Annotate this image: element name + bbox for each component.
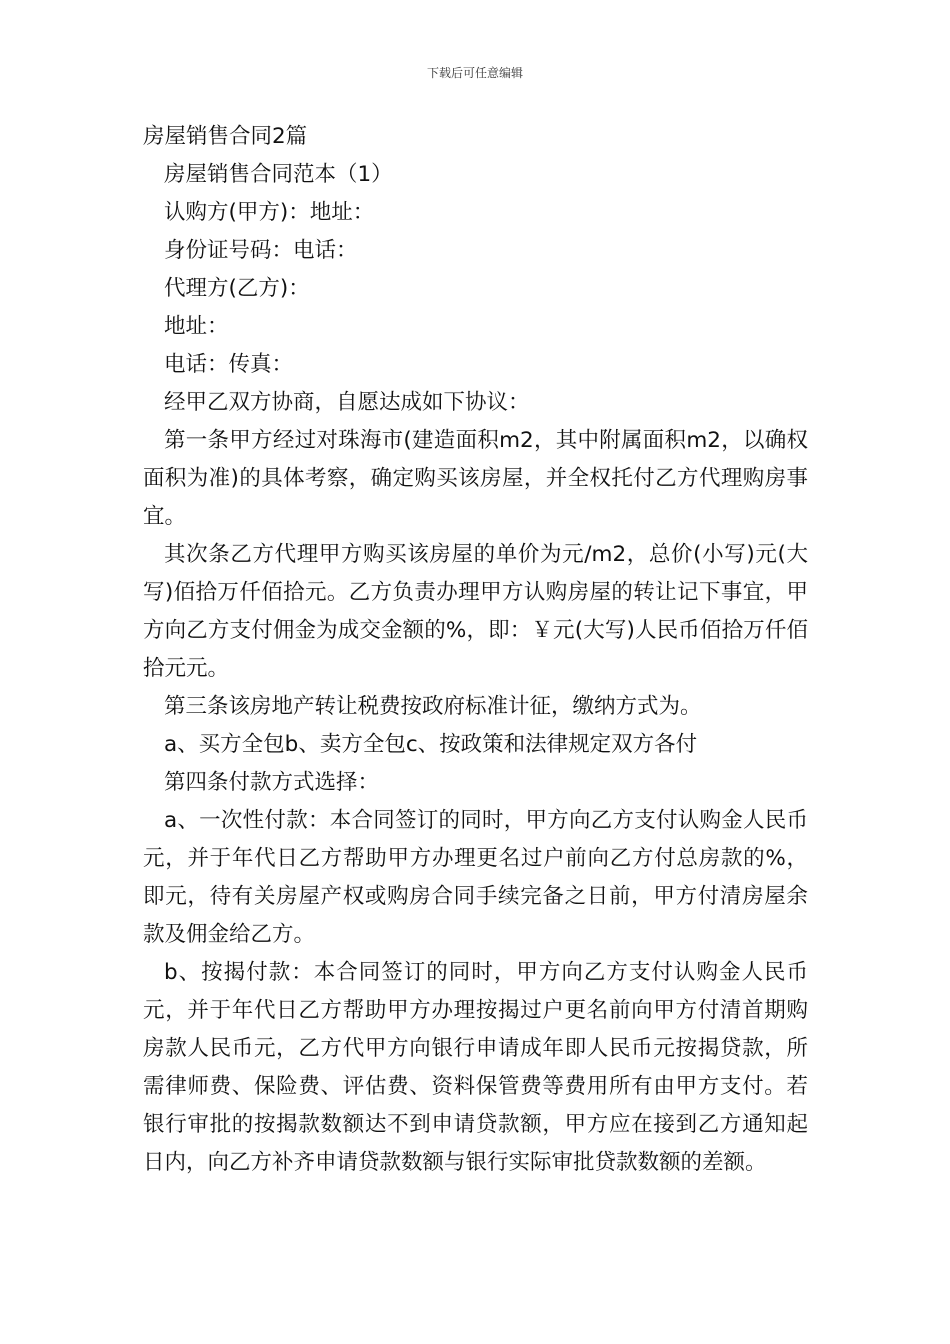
clause-4-option-b: b、按揭付款：本合同签订的同时，甲方向乙方支付认购金人民币元，并于年代日乙方帮助甲方办理按揭过户更名前向甲方付清首期购房款人民币元，乙方代甲方向银行申请成年即人民币元按揭贷款，所需律师费、保险费、评估费、资料保管费等费用所有由甲方支付。若银行审批的按揭款数额达不到申请贷款额，甲方应在接到乙方通知起日内，向乙方补齐申请贷款数额与银行实际审批贷款数额的差额。 [143, 960, 808, 1175]
clause-2: 其次条乙方代理甲方购买该房屋的单价为元/m2，总价(小写)元(大写)佰拾万仟佰拾元。乙方负责办理甲方认购房屋的转让记下事宜，甲方向乙方支付佣金为成交金额的%，即：￥元(大写)人民币佰拾万仟佰拾元元。 [143, 542, 808, 681]
document-body [143, 118, 808, 1182]
clause-3: 第三条该房地产转让税费按政府标准计征，缴纳方式为。 [164, 694, 702, 719]
clause-3-options: a、买方全包b、卖方全包c、按政策和法律规定双方各付 [164, 732, 698, 757]
buyer-line: 认购方(甲方)：地址： [164, 200, 375, 225]
agreement-intro: 经甲乙双方协商，自愿达成如下协议： [164, 390, 530, 415]
clause-4: 第四条付款方式选择： [164, 770, 380, 795]
phone-fax-line: 电话：传真： [164, 352, 294, 377]
id-phone-line: 身份证号码：电话： [164, 238, 358, 263]
page-header-note: 下载后可任意编辑 [426, 66, 523, 80]
agent-line: 代理方(乙方)： [164, 276, 310, 301]
clause-1: 第一条甲方经过对珠海市(建造面积m2，其中附属面积m2，以确权面积为准)的具体考察，确定购买该房屋，并全权托付乙方代理购房事宜。 [143, 428, 808, 529]
clause-4-option-a: a、一次性付款：本合同签订的同时，甲方向乙方支付认购金人民币元，并于年代日乙方帮助甲方办理更名过户前向乙方付总房款的%，即元，待有关房屋产权或购房合同手续完备之日前，甲方付清房屋余款及佣金给乙方。 [143, 808, 808, 947]
address-line: 地址： [164, 314, 229, 339]
contract-subtitle: 房屋销售合同范本（1） [164, 162, 393, 187]
document-title: 房屋销售合同2篇 [143, 124, 308, 149]
